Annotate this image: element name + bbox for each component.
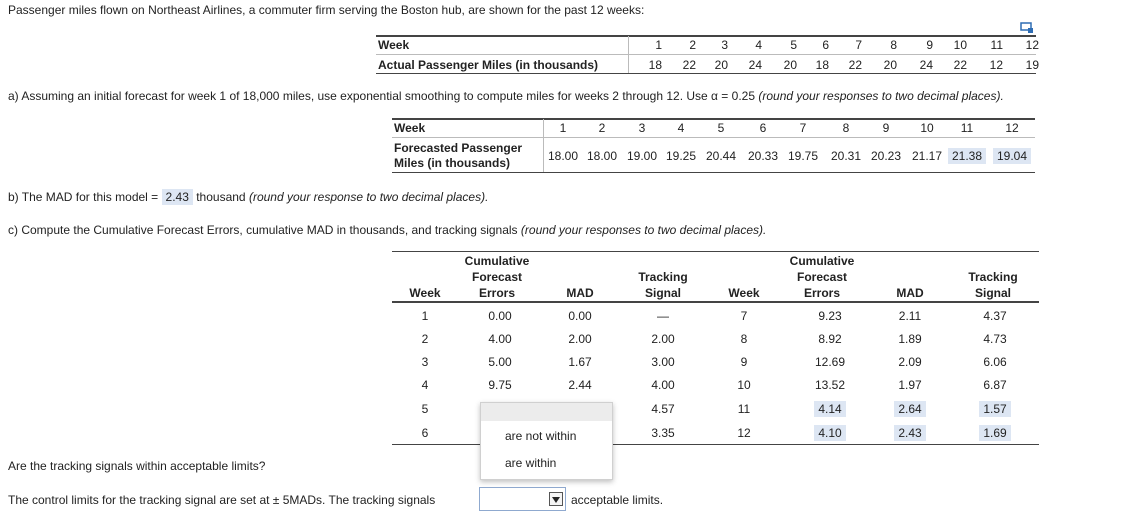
row-mad: 2.11 (898, 309, 922, 323)
control-limits-suffix: acceptable limits. (571, 493, 664, 507)
dropdown-option-within[interactable]: are within (505, 456, 557, 470)
row-tracking-signal: 3.00 (651, 355, 675, 369)
week-label: Week (394, 121, 426, 135)
part-a-hint: (round your responses to two decimal places). (758, 89, 1004, 103)
answer-field[interactable]: 1.69 (979, 425, 1010, 441)
row-cfe[interactable] (790, 426, 870, 440)
forecast-value: 19.75 (787, 149, 819, 163)
control-limits-text: The control limits for the tracking signal are set at ± 5MADs. The tracking signals (8, 493, 436, 507)
week-number: 9 (926, 38, 933, 52)
row-cfe: 5.00 (488, 355, 512, 369)
header-tracking-signal: Signal (644, 286, 681, 300)
header-mad: MAD (566, 286, 594, 300)
header-week: Week (409, 286, 441, 300)
row-mad: 2.09 (898, 355, 922, 369)
row-mad: 0.00 (568, 309, 592, 323)
week-number: 2 (598, 121, 606, 135)
row-week: 1 (421, 309, 429, 323)
part-b-prefix: b) The MAD for this model = (8, 190, 159, 204)
part-c-instruction: c) Compute the Cumulative Forecast Errors, cumulative MAD in thousands, and tracking signals (8, 223, 518, 237)
mad-answer-field[interactable]: 2.43 (162, 189, 193, 205)
actual-miles-value: 24 (919, 58, 933, 72)
row-tracking-signal: 6.06 (983, 355, 1007, 369)
row-cfe: 4.00 (488, 332, 512, 346)
row-week: 3 (421, 355, 429, 369)
actual-miles-value: 20 (714, 58, 728, 72)
actual-miles-value: 22 (682, 58, 696, 72)
header-cfe: Forecast (471, 270, 523, 284)
actual-miles-value: 22 (848, 58, 862, 72)
header-cfe: Cumulative (789, 254, 855, 268)
row-tracking-signal: — (657, 309, 669, 323)
answer-field[interactable]: 21.38 (948, 148, 986, 164)
week-number: 12 (1005, 121, 1019, 135)
row-tracking-signal: 3.35 (651, 426, 675, 440)
forecast-value: 20.44 (705, 149, 737, 163)
actual-miles-value: 18 (815, 58, 829, 72)
row-tracking-signal[interactable] (970, 402, 1020, 416)
row-mad: 1.89 (898, 332, 922, 346)
intro-text: Passenger miles flown on Northeast Airlines, a commuter firm serving the Boston hub, are shown for the past 12 weeks: (8, 3, 645, 17)
row-cfe: 0.00 (488, 309, 512, 323)
dropdown-option-not-within[interactable]: are not within (505, 429, 577, 443)
row-week: 12 (737, 426, 751, 440)
forecast-value: 21.17 (911, 149, 943, 163)
forecast-value: 18.00 (547, 149, 579, 163)
row-mad: 2.44 (568, 378, 592, 392)
actual-miles-value: 20 (783, 58, 797, 72)
row-week: 4 (421, 378, 429, 392)
week-number: 4 (677, 121, 685, 135)
week-number: 7 (855, 38, 862, 52)
header-tracking-signal: Tracking (638, 270, 688, 284)
row-week: 11 (737, 402, 751, 416)
week-number: 6 (822, 38, 829, 52)
forecast-label-line-2: Miles (in thousands) (394, 156, 511, 170)
forecast-value: 18.00 (586, 149, 618, 163)
actual-miles-value: 24 (748, 58, 762, 72)
row-cfe: 13.52 (814, 378, 846, 392)
row-cfe[interactable] (790, 402, 870, 416)
week-number: 2 (689, 38, 696, 52)
row-week: 9 (740, 355, 748, 369)
row-tracking-signal: 6.87 (983, 378, 1007, 392)
forecast-value[interactable] (942, 149, 992, 163)
row-week: 2 (421, 332, 429, 346)
row-cfe: 9.23 (818, 309, 842, 323)
week-number: 11 (990, 38, 1003, 52)
header-cfe: Cumulative (464, 254, 530, 268)
actual-miles-label: Actual Passenger Miles (in thousands) (378, 58, 599, 72)
chevron-down-icon[interactable] (549, 492, 563, 506)
answer-field[interactable]: 4.14 (814, 401, 845, 417)
actual-miles-value: 12 (989, 58, 1003, 72)
row-tracking-signal: 4.37 (983, 309, 1007, 323)
part-b-text (8, 190, 488, 204)
part-a-text (8, 89, 1004, 103)
question-text: Are the tracking signals within acceptable limits? (8, 459, 266, 473)
week-number: 8 (890, 38, 897, 52)
row-mad: 1.67 (568, 355, 592, 369)
header-tracking-signal: Tracking (968, 270, 1018, 284)
row-tracking-signal: 4.57 (651, 402, 675, 416)
row-mad[interactable] (885, 402, 935, 416)
row-week: 5 (421, 402, 429, 416)
part-a-instruction: a) Assuming an initial forecast for week 1 of 18,000 miles, use exponential smoothing to compute miles for weeks 2 through 12. Use α = 0.25 (8, 89, 756, 103)
week-number: 11 (960, 121, 974, 135)
row-tracking-signal: 2.00 (651, 332, 675, 346)
week-number: 6 (759, 121, 767, 135)
actual-miles-value: 18 (648, 58, 662, 72)
row-cfe: 12.69 (814, 355, 846, 369)
forecast-label-line-1: Forecasted Passenger (394, 141, 523, 155)
header-mad: MAD (896, 286, 924, 300)
forecast-value: 20.23 (870, 149, 902, 163)
forecast-value: 20.33 (747, 149, 779, 163)
week-number: 7 (799, 121, 807, 135)
row-tracking-signal: 4.00 (651, 378, 675, 392)
week-number: 12 (1025, 38, 1039, 52)
forecast-value: 20.31 (830, 149, 862, 163)
row-week: 7 (740, 309, 748, 323)
answer-field[interactable]: 4.10 (814, 425, 845, 441)
header-week: Week (728, 286, 760, 300)
week-number: 5 (717, 121, 725, 135)
week-number: 1 (559, 121, 567, 135)
week-label: Week (378, 38, 410, 52)
row-tracking-signal[interactable] (970, 426, 1020, 440)
dropdown-menu[interactable] (480, 402, 613, 480)
week-number: 3 (638, 121, 646, 135)
week-number: 8 (842, 121, 850, 135)
row-week: 8 (740, 332, 748, 346)
row-mad: 2.00 (568, 332, 592, 346)
actual-miles-value: 22 (953, 58, 967, 72)
week-number: 9 (882, 121, 890, 135)
row-cfe: 9.75 (488, 378, 512, 392)
row-mad[interactable] (885, 426, 935, 440)
week-number: 3 (721, 38, 728, 52)
forecast-value[interactable] (987, 149, 1037, 163)
part-b-suffix: thousand (196, 190, 246, 204)
week-number: 10 (920, 121, 934, 135)
week-number: 10 (953, 38, 967, 52)
answer-field[interactable]: 2.43 (894, 425, 925, 441)
dropdown-blank-option[interactable] (481, 403, 612, 421)
week-number: 5 (790, 38, 797, 52)
actual-miles-value: 19 (1025, 58, 1039, 72)
tracking-signal-dropdown[interactable] (479, 487, 566, 511)
part-c-text (8, 223, 766, 237)
row-week: 10 (737, 378, 751, 392)
row-cfe: 8.92 (818, 332, 842, 346)
row-week: 6 (421, 426, 429, 440)
header-tracking-signal: Signal (974, 286, 1011, 300)
header-cfe: Forecast (796, 270, 848, 284)
header-cfe: Errors (478, 286, 516, 300)
row-tracking-signal: 4.73 (983, 332, 1007, 346)
forecast-value: 19.25 (665, 149, 697, 163)
week-number: 1 (655, 38, 662, 52)
actual-miles-value: 20 (883, 58, 897, 72)
answer-field[interactable]: 2.64 (894, 401, 925, 417)
part-b-hint: (round your response to two decimal places). (248, 190, 489, 204)
week-number: 4 (755, 38, 762, 52)
forecast-value: 19.00 (626, 149, 658, 163)
answer-field[interactable]: 1.57 (979, 401, 1010, 417)
row-mad: 1.97 (898, 378, 922, 392)
header-cfe: Errors (803, 286, 841, 300)
expand-icon[interactable] (1020, 22, 1034, 34)
part-c-hint: (round your responses to two decimal places). (520, 223, 767, 237)
answer-field[interactable]: 19.04 (993, 148, 1031, 164)
